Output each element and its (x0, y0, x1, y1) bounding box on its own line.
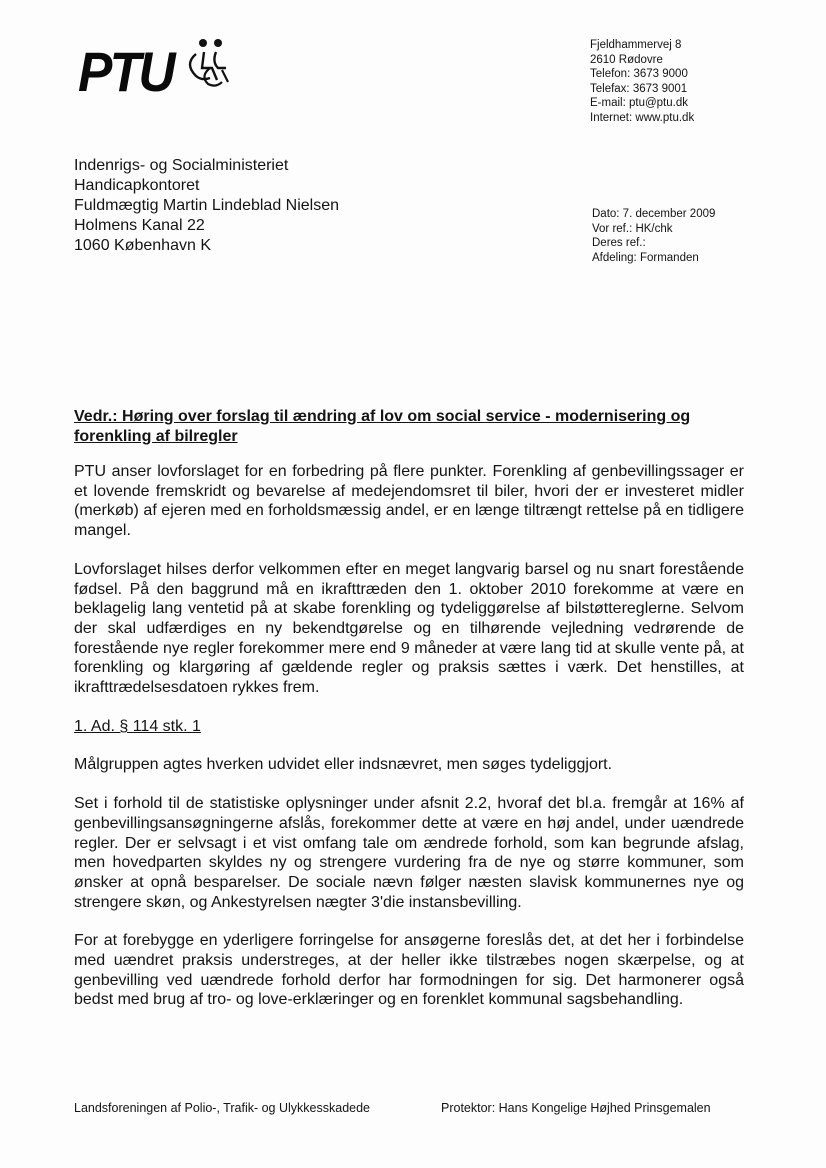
body-paragraph: Lovforslaget hilses derfor velkommen efter en meget langvarig barsel og nu snart forestående fødsel. På den baggrund må en ikrafttræden den 1. oktober 2010 forekomme at være en beklagelig lang ventetid på at skabe forenkling og tydeliggørelse af bilstøttereglerne. Selvom der skal udfærdiges en ny bekendtgørelse og en tilhørende vejledning vedrørende de forestående nye regler forekommer mere end 9 måneder at være lang tid at skulle vente på, at forenkling og klargøring af gældende regler og praksis sættes i værk. Det henstilles, at ikrafttrædelsesdatoen rykkes frem. (74, 560, 744, 697)
letter-subject: Vedr.: Høring over forslag til ændring af lov om social service - modernisering og forenkling af bilregler (74, 408, 691, 445)
letter-body (74, 462, 744, 1029)
body-paragraph: Målgruppen agtes hverken udvidet eller indsnævret, men søges tydeliggjort. (74, 756, 613, 774)
sender-phone: Telefon: 3673 9000 (590, 68, 688, 81)
logo-wordmark: PTU (78, 40, 173, 103)
sender-city: 2610 Rødovre (590, 53, 663, 66)
recipient-line: Handicapkontoret (74, 177, 200, 194)
footer-organization: Landsforeningen af Polio-, Trafik- og Ulykkesskadede (74, 1101, 370, 1115)
recipient-line: Fuldmægtig Martin Lindeblad Nielsen (74, 197, 340, 214)
meta-date: Dato: 7. december 2009 (592, 208, 716, 220)
meta-our-ref: Vor ref.: HK/chk (592, 222, 673, 235)
body-paragraph: Set i forhold til de statistiske oplysninger under afsnit 2.2, hvoraf det bl.a. fremgår at 16% af genbevillingsansøgningerne afslås, forekommer dette at være en høj andel, under uændrede regler. Der er selvsagt i et vist omfang tale om ændrede forhold, som kan begrunde afslag, men hovedparten skyldes ny og strengere vurdering fra de nye og større kommuner, som ønsker at opnå besparelser. De sociale nævn følger næsten slavisk kommunernes nye og strengere skøn, og Ankestyrelsen nægter 3'die instansbevilling. (74, 795, 744, 911)
recipient-line: Indenrigs- og Socialministeriet (74, 157, 289, 174)
wheelchair-people-icon (182, 38, 234, 94)
body-paragraph: For at forebygge en yderligere forringelse for ansøgerne foreslås det, at det her i forbindelse med uændret praksis understreges, at der heller ikke tilstræbes nogen skærpelse, og at genbevilling ved uændrede forhold derfor har formodningen for sig. Det harmonerer også bedst med brug af tro- og love-erklæringer og en forenklet kommunal sagsbehandling. (74, 932, 744, 1009)
sender-email: E-mail: ptu@ptu.dk (590, 97, 688, 110)
sender-website: Internet: www.ptu.dk (590, 111, 695, 124)
sender-fax: Telefax: 3673 9001 (590, 82, 688, 95)
recipient-line: Holmens Kanal 22 (74, 217, 205, 234)
meta-your-ref: Deres ref.: (592, 237, 646, 250)
letter-meta (592, 207, 715, 265)
recipient-line: 1060 København K (74, 237, 211, 254)
body-paragraph: PTU anser lovforslaget for en forbedring på flere punkter. Forenkling af genbevillingssager er et lovende fremskridt og bevarelse af medejendomsret til biler, hvori der er investeret midler (merkøb) af ejeren med en forholdsmæssig andel, er en længe tiltrængt rettelse på en tidligere mangel. (74, 463, 744, 540)
ptu-logo (78, 22, 278, 102)
sender-address (590, 38, 694, 126)
recipient-address (74, 156, 339, 256)
section-heading: 1. Ad. § 114 stk. 1 (74, 717, 201, 735)
meta-department: Afdeling: Formanden (592, 251, 699, 264)
sender-street: Fjeldhammervej 8 (590, 39, 682, 51)
footer-patron: Protektor: Hans Kongelige Højhed Prinsgemalen (441, 1101, 711, 1115)
